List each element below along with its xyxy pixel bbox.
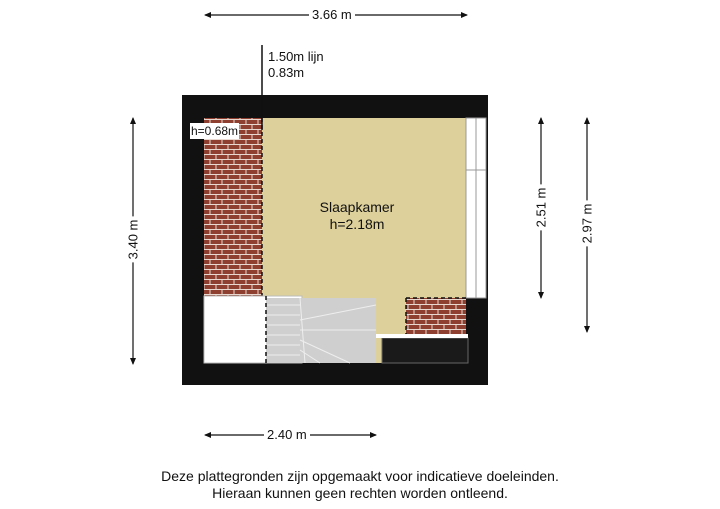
roof-height-label: h=0.68m <box>191 124 239 138</box>
roof-slope-left <box>204 118 262 296</box>
dim-bottom-width: 2.40 m <box>264 427 310 442</box>
disclaimer-line-1: Deze plattegronden zijn opgemaakt voor indicatieve doeleinden. <box>161 468 559 484</box>
roof-slope-right <box>406 298 466 334</box>
dim-right-inner-height: 2.51 m <box>533 185 548 231</box>
line-150-value: 0.83m <box>268 65 305 80</box>
storage-block <box>382 338 468 363</box>
room-name: Slaapkamer <box>319 199 395 215</box>
dim-left-height: 3.40 m <box>125 217 140 263</box>
disclaimer-line-2: Hieraan kunnen geen rechten worden ontleend. <box>212 485 508 501</box>
line-150-label: 1.50m lijn <box>268 49 324 64</box>
dim-right-outer-height: 2.97 m <box>579 201 594 247</box>
room-height: h=2.18m <box>329 216 385 232</box>
dim-top-width: 3.66 m <box>309 7 355 22</box>
